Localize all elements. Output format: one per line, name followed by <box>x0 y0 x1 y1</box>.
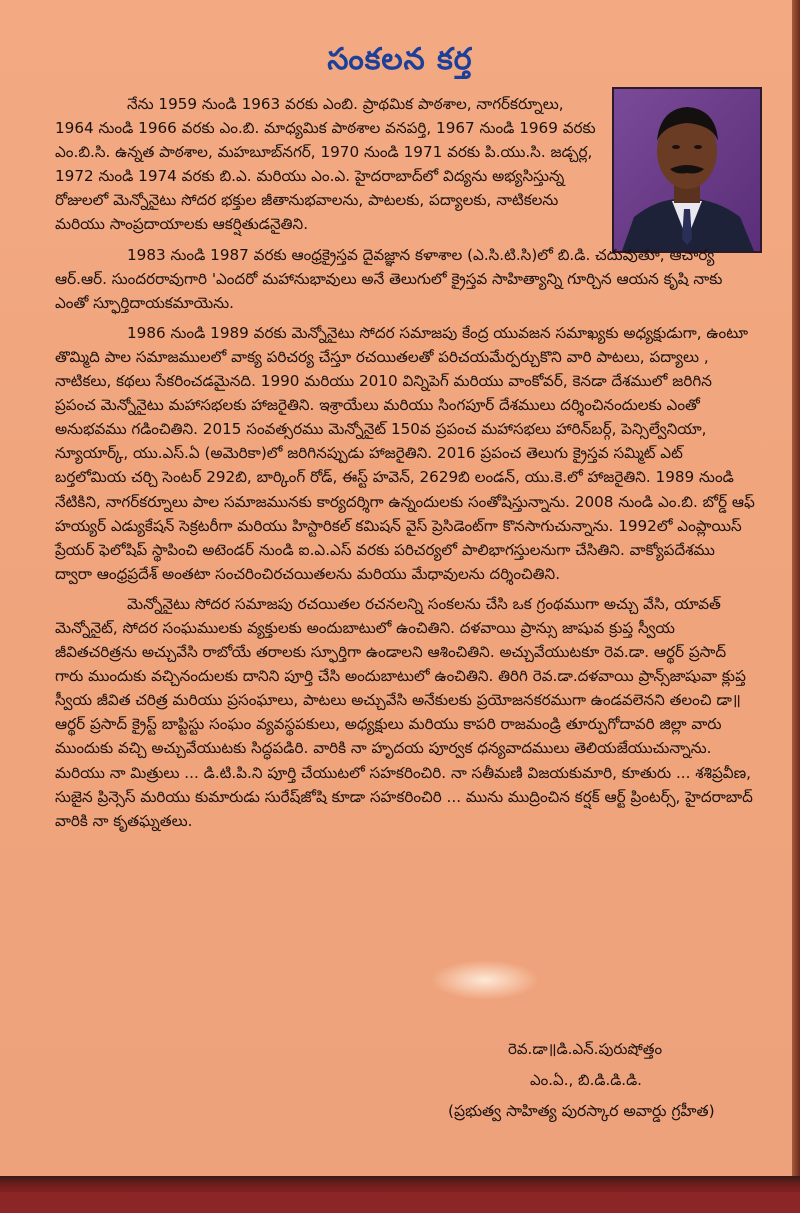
signature-name: రెవ.డా॥డి.ఎన్.పురుషోత్తం <box>508 1040 663 1058</box>
light-glare <box>430 960 540 1000</box>
body-text <box>55 92 755 839</box>
spine-strip <box>0 1192 800 1213</box>
book-spine-band <box>0 1176 800 1213</box>
paragraph-1: నేను 1959 నుండి 1963 వరకు ఎంబి. ప్రాథమిక పాఠశాల, నాగర్‌కర్నూలు, 1964 నుండి 1966 వరకు ఎం.బి. మాధ్యమిక పాఠశాల వనపర్తి, 1967 నుండి 1969 వరకు ఎం.బి.సి. ఉన్నత పాఠశాల, మహబూబ్‌నగర్, 1970 నుండి 1971 వరకు పి.యు.సి. జడ్చర్ల, 1972 నుండి 1974 వరకు బి.ఎ. మరియు ఎం.ఎ. హైదరాబాద్‌లో విద్యను అభ్యసిస్తున్న రోజులలో మెన్నోనైటు సోదర భక్తుల జీతానుభవాలను, పాటలకు, పద్యాలకు, నాటికలను మరియు సాంప్రదాయాలకు ఆకర్షితుడనైతిని. <box>55 95 596 234</box>
signature-degrees: ఎం.ఏ., బి.డి.డి.డి. <box>530 1071 642 1089</box>
paragraph-4: మెన్నోనైటు సోదర సమాజపు రచయితల రచనలన్ని సంకలను చేసి ఒక గ్రంథముగా అచ్చు వేసి, యావత్ మెన్నోనైట్, సోదర సంఘములకు వ్యక్తులకు అందుబాటులో ఉంచితిని. దళవాయి ప్రాన్సు జాషువ క్రుప్త స్వీయ జీవితచరిత్రను అచ్చువేసి రాబోయే తరాలకు స్ఫూర్తిగా ఉండాలని ఆశించితిని. అచ్చువేయుటకూ రెవ.డా. ఆర్థర్ ప్రసాద్ గారు ముందుకు వచ్చినందులకు దానిని పూర్తి చేసి అందుబాటులో ఉంచితిని. తిరిగి రెవ.డా.దళవాయి ప్రాన్స్‌జాషువా క్లుప్త స్వీయ జీవిత చరిత్ర మరియు ప్రసంఘాలు, పాటలు అచ్చువేసి అనేకులకు ప్రయోజనకరముగా ఉండవలెనని తలంచి డా॥ఆర్థర్ ప్రసాద్ క్రైస్ట్ బాప్టిస్టు సంఘం వ్యవస్థపకులు, అధ్యక్షులు మరియు కాపరి రాజమండ్రి తూర్పుగోదావరి జిల్లా వారు ముందుకు వచ్చి అచ్చువేయుటకు సిద్ధపడిరి. వారికి నా హృదయ పూర్వక ధన్యవాదములు తెలియజేయుచున్నాను. మరియు నా మిత్రులు ... డి.టి.పి.ని పూర్తి చేయుటలో సహకరించిరి. నా సతీమణి విజయకుమారి, కూతురు ... శశిప్రవీణ, సుజైన ప్రిన్సెస్ మరియు కుమారుడు సురేష్‌జోషి కూడా సహకరించిరి ... మును ముద్రించిన కర్షక్ ఆర్ట్ ప్రింటర్స్, హైదరాబాద్ వారికి నా కృతఘ్నతలు. <box>55 594 753 830</box>
signature-award: (ప్రభుత్వ సాహిత్య పురస్కార అవార్డు గ్రహీత) <box>448 1102 715 1120</box>
book-edge <box>792 0 800 1176</box>
paragraph-2: 1983 నుండి 1987 వరకు ఆంధ్రక్రైస్తవ దైవజ్ఞాన కళాశాల (ఎ.సి.టి.సి)లో బి.డి. చదువుతూ, ఆచార్య ఆర్.ఆర్. సుందరరావుగారి 'ఎందరో మహానుభావులు అనే తెలుగులో క్రైస్తవ సాహిత్యాన్ని గూర్చిన ఆయన కృషి నాకు ఎంతో స్ఫూర్తిదాయకమాయెను. <box>55 245 723 312</box>
page-title: సంకలన కర్త <box>327 42 473 77</box>
paragraph-3: 1986 నుండి 1989 వరకు మెన్నోనైటు సోదర సమాజపు కేంద్ర యువజన సమాఖ్యకు అధ్యక్షుడుగా, ఉంటూ తొమ్మిది పాల సమాజములలో వాక్య పరిచర్య చేస్తూ రచయితలతో పరిచయమేర్పర్చుకొని వారి పాటలు, పద్యాలు , నాటికలు, కథలు సేకరించడమైనది. 1990 మరియు 2010 విన్నిపెగ్ మరియు వాంకోవర్, కెనడా దేశములో జరిగిన ప్రపంచ మెన్నోనైటు మహాసభలకు హాజరైతిని. ఇశ్రాయేలు మరియు సింగపూర్ దేశములు దర్శించినందులకు ఎంతో అనుభవము గడించితిని. 2015 సంవత్సరము మెన్నోనైట్ 150వ ప్రపంచ మహాసభలు హారిన్‌బర్గ్, పెన్సిల్వేనియా, న్యూయార్క్, యు.ఎస్.ఏ (అమెరికా)లో జరిగినప్పుడు హాజరైతిని. 2016 ప్రపంచ తెలుగు క్రైస్తవ సమ్మిట్ ఎట్ బర్తలోమియ చర్చి సెంటర్ 292బి, బార్కింగ్ రోడ్, ఈస్ట్ హవెన్, 2629బి లండన్, యు.కె.లో హాజరైతిని. 1989 నుండి నేటికిని, నాగర్‌కర్నూలు పాల సమాజమునకు కార్యదర్శిగా ఉన్నందులకు సంతోషిస్తున్నాను. 2008 నుండి ఎం.బి. బోర్డ్ ఆఫ్ హయ్యర్ ఎడ్యుకేషన్ సెక్రటరీగా మరియు హిస్టారికల్ కమిషన్ వైస్ ప్రెసిడెంట్‌గా కొనసాగుచున్నాను. 1992లో ఎంప్లాయిస్ ప్రేయర్ ఫెలోషిప్ స్థాపించి అటెండర్ నుండి ఐ.ఎ.ఎస్ వరకు పరిచర్యలో పాలిభాగస్తులనుగా చేసితిని. వాక్యోపదేశము ద్వారా ఆంధ్రప్రదేశ్ అంతటా సంచరించిరచయితలను మరియు మేధావులను దర్శించితిని. <box>55 323 755 583</box>
